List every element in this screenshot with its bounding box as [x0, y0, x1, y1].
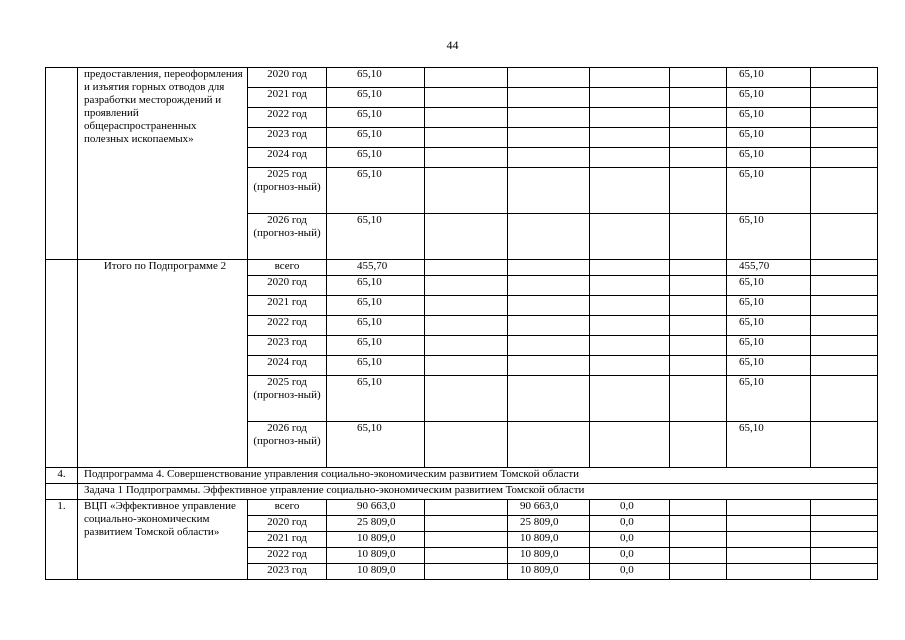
year-cell: 2020 год — [248, 516, 327, 532]
col8-cell: 65,10 — [727, 68, 811, 88]
year-cell: 2020 год — [248, 276, 327, 296]
col5-cell: 0,0 — [590, 564, 670, 580]
block2 — [46, 260, 878, 468]
year-cell: 2021 год — [248, 532, 327, 548]
budget-table — [45, 67, 878, 580]
event-name: ВЦП «Эффективное управление социально-экономическим развитием Томской области» — [78, 500, 248, 580]
year-cell: 2021 год — [248, 88, 327, 108]
col8-cell: 65,10 — [727, 148, 811, 168]
cell-number — [46, 484, 78, 500]
year-cell: 2021 год — [248, 296, 327, 316]
col4-cell: 25 809,0 — [508, 516, 590, 532]
col8-cell: 65,10 — [727, 316, 811, 336]
total-cell: 65,10 — [327, 376, 425, 422]
row-number: 1. — [46, 500, 78, 580]
total-cell: 65,10 — [327, 148, 425, 168]
col8-cell: 65,10 — [727, 336, 811, 356]
col4-cell: 10 809,0 — [508, 548, 590, 564]
col4-cell: 10 809,0 — [508, 564, 590, 580]
subprogram-total-label: Итого по Подпрограмме 2 — [78, 260, 248, 468]
year-cell: 2023 год — [248, 336, 327, 356]
col5-cell: 0,0 — [590, 500, 670, 516]
year-cell: 2025 год (прогноз-ный) — [248, 168, 327, 214]
year-cell: 2026 год (прогноз-ный) — [248, 214, 327, 260]
col8-cell: 65,10 — [727, 214, 811, 260]
total-cell: 65,10 — [327, 356, 425, 376]
year-cell: 2022 год — [248, 548, 327, 564]
col4-cell: 90 663,0 — [508, 500, 590, 516]
total-cell: 65,10 — [327, 296, 425, 316]
year-cell: 2023 год — [248, 564, 327, 580]
cell-number — [46, 68, 78, 260]
col5-cell: 0,0 — [590, 516, 670, 532]
col8-cell: 65,10 — [727, 168, 811, 214]
col8-cell: 65,10 — [727, 356, 811, 376]
year-cell: всего — [248, 500, 327, 516]
col8-cell: 65,10 — [727, 422, 811, 468]
total-cell: 65,10 — [327, 276, 425, 296]
year-cell: 2025 год (прогноз-ный) — [248, 376, 327, 422]
total-cell: 65,10 — [327, 316, 425, 336]
col8-cell: 65,10 — [727, 276, 811, 296]
block1 — [46, 68, 878, 260]
cell-number — [46, 260, 78, 468]
total-cell: 10 809,0 — [327, 532, 425, 548]
year-cell: всего — [248, 260, 327, 276]
total-cell: 65,10 — [327, 422, 425, 468]
total-cell: 65,10 — [327, 214, 425, 260]
total-cell: 65,10 — [327, 88, 425, 108]
total-cell: 65,10 — [327, 128, 425, 148]
year-cell: 2024 год — [248, 148, 327, 168]
total-cell: 10 809,0 — [327, 548, 425, 564]
col8-cell: 65,10 — [727, 296, 811, 316]
col8-cell: 65,10 — [727, 376, 811, 422]
subprogram-title: Подпрограмма 4. Совершенствование управления социально-экономическим развитием Томской области — [78, 468, 878, 484]
total-cell: 65,10 — [327, 168, 425, 214]
year-cell: 2026 год (прогноз-ный) — [248, 422, 327, 468]
task-title: Задача 1 Подпрограммы. Эффективное управление социально-экономическим развитием Томской области — [78, 484, 878, 500]
block3 — [46, 500, 878, 580]
total-cell: 10 809,0 — [327, 564, 425, 580]
year-cell: 2022 год — [248, 316, 327, 336]
total-cell: 25 809,0 — [327, 516, 425, 532]
year-cell: 2024 год — [248, 356, 327, 376]
page-number: 44 — [446, 38, 459, 52]
total-cell: 65,10 — [327, 108, 425, 128]
total-cell: 65,10 — [327, 68, 425, 88]
col8-cell: 65,10 — [727, 88, 811, 108]
year-cell: 2020 год — [248, 68, 327, 88]
col5-cell: 0,0 — [590, 548, 670, 564]
year-cell: 2022 год — [248, 108, 327, 128]
subprogram-number: 4. — [46, 468, 78, 484]
total-cell: 90 663,0 — [327, 500, 425, 516]
col8-cell: 65,10 — [727, 108, 811, 128]
col5-cell: 0,0 — [590, 532, 670, 548]
year-cell: 2023 год — [248, 128, 327, 148]
col8-cell: 455,70 — [727, 260, 811, 276]
col4-cell: 10 809,0 — [508, 532, 590, 548]
total-cell: 65,10 — [327, 336, 425, 356]
event-name: предоставления, переоформления и изъятия горных отводов для разработки месторождений и проявлений общераспространенных полезных ископаемых» — [78, 68, 248, 260]
subprogram-4-header — [46, 468, 878, 500]
col8-cell: 65,10 — [727, 128, 811, 148]
total-cell: 455,70 — [327, 260, 425, 276]
